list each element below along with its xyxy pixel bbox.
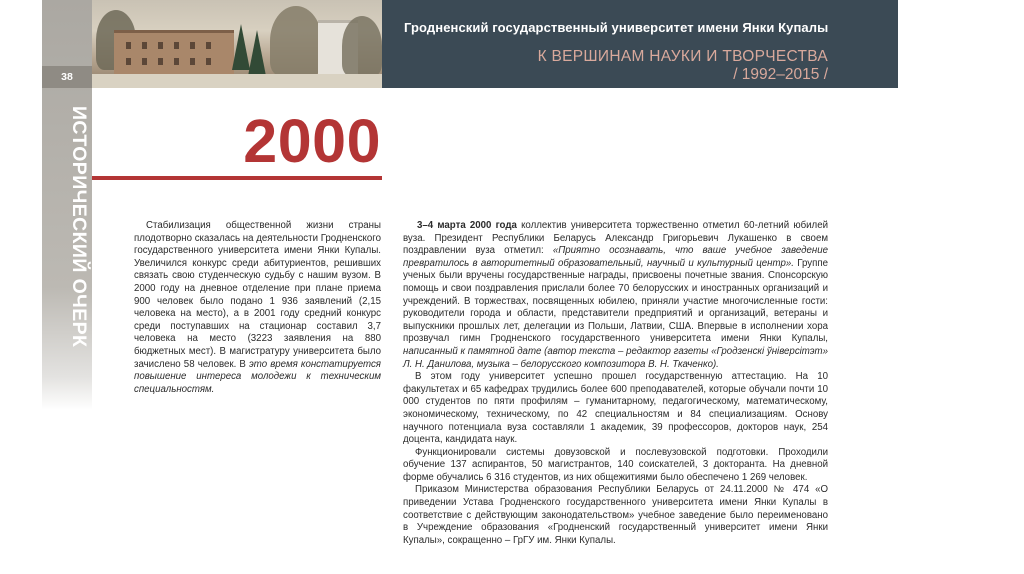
president-quote: «Приятно осознавать, что ваше учебное заведение превратилось в авторитетный образовательный, научный и культурный центр». — [403, 245, 829, 269]
left-column-italic: это время констатируется повышение интереса молодежи к техническим специальностям. — [134, 358, 381, 395]
paragraph-training: Функционировали системы довузовской и послевузовской подготовки. Проходили обучение 137 аспирантов, 50 магистрантов, 140 соискателей, 3 докторанта. На дневной форме обучались 6 316 студентов, из них общежитиями было обеспечено 1 269 человек. — [403, 446, 828, 483]
university-name: Гродненский государственный университет имени Янки Купалы — [404, 20, 829, 35]
book-years: / 1992–2015 / — [733, 66, 828, 83]
paragraph-anniversary — [403, 220, 828, 371]
year-heading: 2000 — [243, 107, 381, 175]
campus-photo — [92, 0, 382, 88]
paragraph-attestation: В этом году университет успешно прошел государственную аттестацию. На 10 факультетах и 65 кафедрах трудились более 600 преподавателей, которые обучали почти 10 000 студентов по пяти профилям – гуманитарному, педагогическому, математическому, экономическому, техническому, по 42 специальностям и 84 специализациям. Основу научного потенциала вуза составляли 1 академик, 39 профессоров, докторов наук, 254 доцента, кандидата наук. — [403, 371, 828, 446]
left-column-text — [134, 220, 381, 396]
heading-divider — [92, 176, 382, 180]
book-title: К ВЕРШИНАМ НАУКИ И ТВОРЧЕСТВА — [537, 48, 828, 65]
left-column-body: Стабилизация общественной жизни страны плодотворно сказалась на деятельности Гродненского государственного университета имени Янки Купалы. Увеличился конкурс среди абитуриентов, решивших связать свою студенческую судьбу с нашим вузом. В 2000 году на дневное отделение при плане приема 900 человек было подано 1 936 заявлений (2,15 человека на место), а в 2001 году средний конкурс среди поступавших на стационар составил 3,7 человека на место (3223 заявления на 880 бюджетных мест). В магистратуру университета было зачислено 58 человек. В — [134, 220, 381, 370]
right-column-text — [403, 220, 828, 547]
anniversary-text-b: Группе ученых были вручены государственные награды, присвоены почетные звания. Спонсорскую помощь и свои поздравления прислали более 70 белорусских и иностранных организаций и учреждений. В торжествах, посвященных юбилею, приняли участие многочисленные гости: руководители города и области, представители предприятий и организаций, ветераны и выпускники прошлых лет, делегации из Польши, Латвии, США. Впервые в исполнении хора прозвучал гимн Гродненского государственного университета имени Янки Купалы, — [403, 257, 828, 345]
date-highlight: 3–4 марта 2000 года — [417, 220, 517, 231]
paragraph-renaming: Приказом Министерства образования Республики Беларусь от 24.11.2000 № 474 «О приведении Устава Гродненского государственного университета имени Янки Купалы в соответствие с действующим законодательством» учебное заведение было переименовано в Учреждение образования «Гродненский государственный университет имени Янки Купалы», сокращенно – ГрГУ им. Янки Купалы. — [403, 484, 828, 546]
page-number: 38 — [42, 66, 92, 88]
header-band — [382, 0, 898, 88]
section-sidebar — [42, 0, 92, 410]
section-title: ИСТОРИЧЕСКИЙ ОЧЕРК — [68, 106, 90, 348]
anthem-note: написанный к памятной дате (автор текста – редактор газеты «Гродзенскі ўніверсітэт» Л. Н. Данилова, музыка – белорусского композитора В. Н. Ткаченко). — [403, 345, 828, 370]
anniversary-text-a: коллектив университета торжественно отметил 60-летний юбилей вуза. Президент Республики Беларусь Александр Григорьевич Лукашенко в своем поздравлении вуза отметил: — [403, 220, 828, 257]
